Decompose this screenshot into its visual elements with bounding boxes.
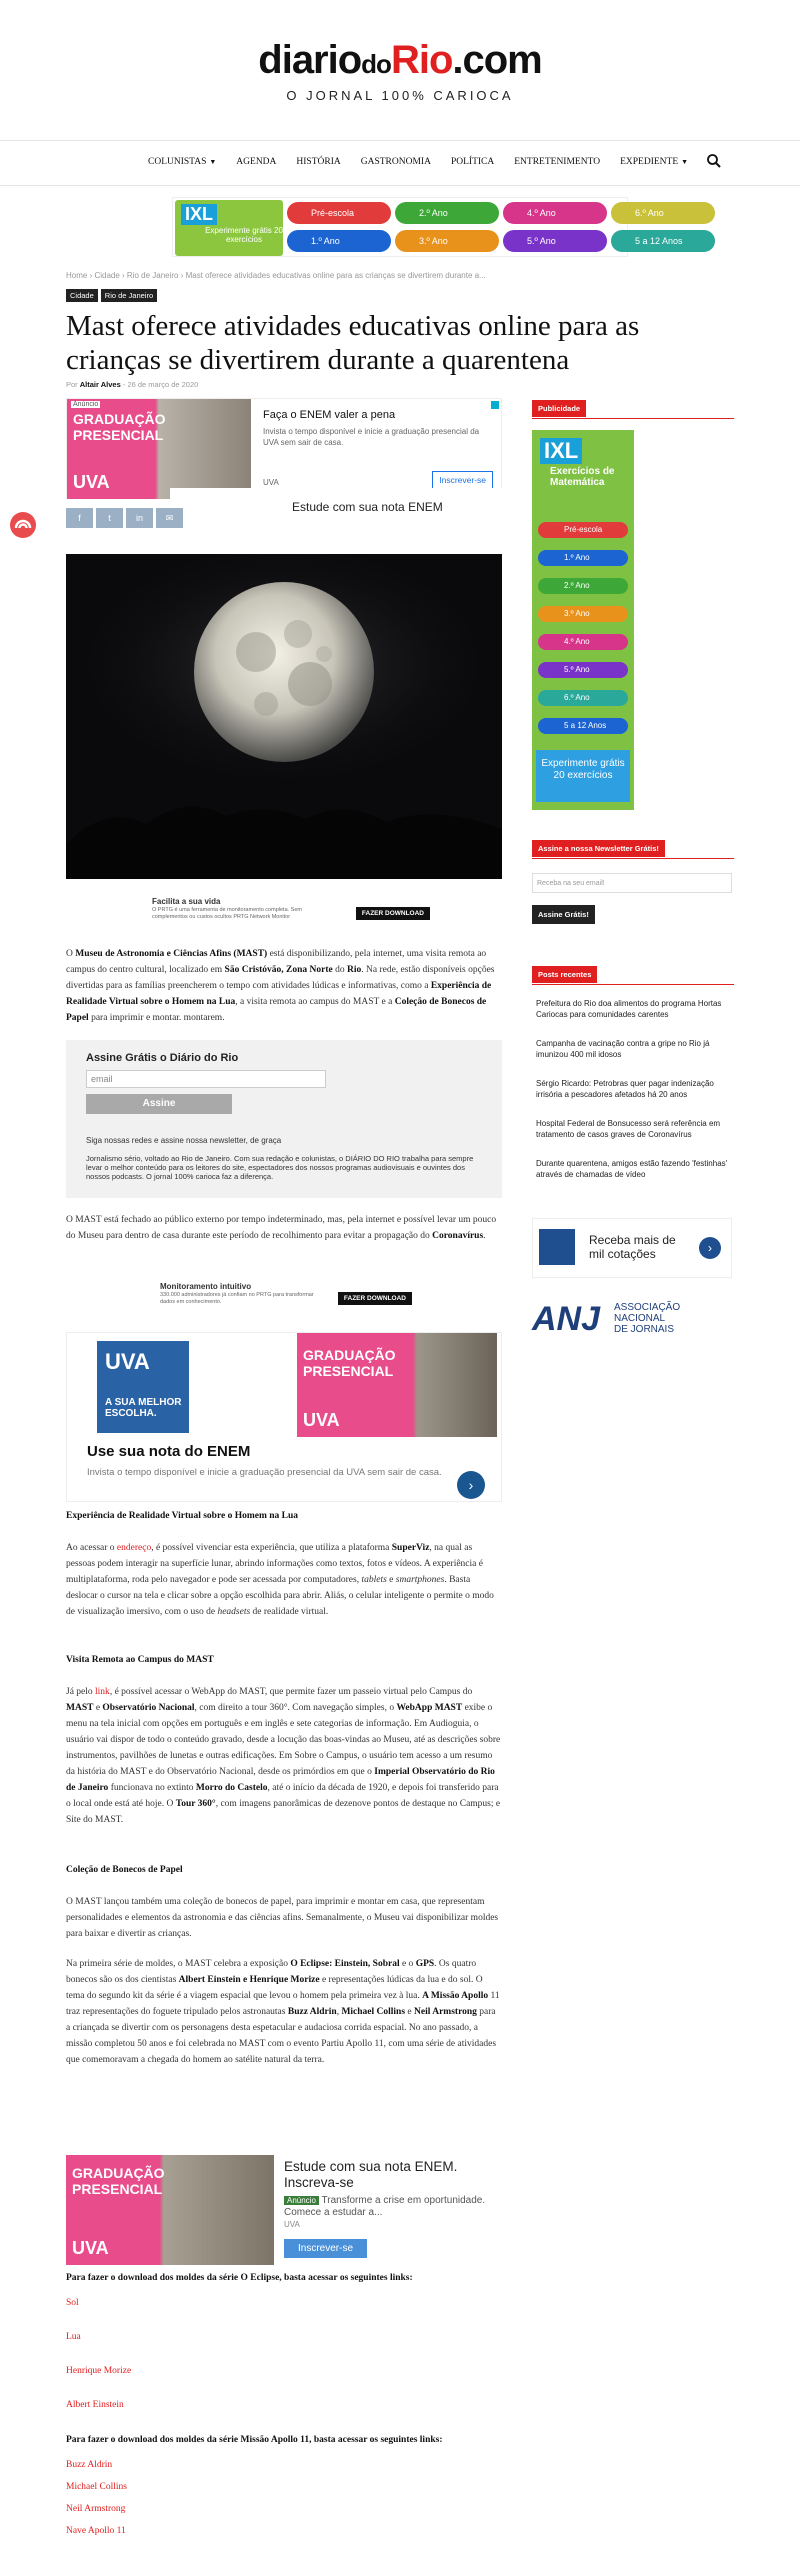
category-tags (66, 289, 157, 302)
ad-pill[interactable]: 1.º Ano (287, 230, 391, 252)
ixl-logo: IXL (181, 204, 217, 225)
ad-image (67, 399, 251, 499)
recent-post-link[interactable]: Hospital Federal de Bonsucesso será referência em tratamento de casos graves de Coronavírus (536, 1119, 721, 1139)
sidebar-divider (532, 418, 734, 419)
uva-ad[interactable] (66, 398, 502, 498)
section-heading: Para fazer o download dos moldes da série O Eclipse, basta acessar os seguintes links: (66, 2273, 413, 2283)
ad-download-button[interactable]: FAZER DOWNLOAD (338, 1292, 412, 1305)
sidebar-newsletter-label: Assine a nossa Newsletter Grátis! (532, 840, 665, 857)
download-link-aldrin[interactable]: Buzz Aldrin (66, 2460, 113, 2470)
author-link[interactable]: Altair Alves (79, 380, 121, 389)
article-paragraph: Na primeira série de moldes, o MAST celebra a exposição O Eclipse: Einstein, Sobral e o GPS. Os quatro bonecos são os dos cientistas Albert Einstein e Henrique Morize e representações lúdicas da lua e do sol. O tema do segundo kit da série é a viagem espacial que levou o homem pela primeira vez à lua. A Missão Apollo 11 traz representações do foguete tripulado pelos astronautas Buzz Aldrin, Michael Collins e Neil Armstrong para a criançada se divertir com os personagens desta espetacular e audaciosa corrida espacial. No ano passado, a missão completou 50 anos e foi celebrada no MAST com o evento Partiu Apollo 11, com uma série de atividades que comemoravam a chegada do homem ao satélite natural da terra. (66, 1959, 500, 2065)
uva-logo: UVA (303, 1410, 340, 1430)
nav-item-gastronomia[interactable]: GASTRONOMIA (360, 157, 431, 167)
ad-text: Anúncio Transforme a crise em oportunidade. Comece a estudar a... UVA (284, 2195, 486, 2229)
apollo-links (66, 2460, 127, 2548)
ad-label: Anúncio (284, 2196, 319, 2205)
moon-projection-image (66, 554, 502, 879)
article-hero-image (66, 554, 502, 879)
download-link-collins[interactable]: Michael Collins (66, 2482, 127, 2492)
ad-image-text: GRADUAÇÃO PRESENCIAL (72, 2165, 165, 2197)
subscribe-box (66, 1040, 502, 1198)
main-nav (0, 140, 800, 186)
newsletter-subscribe-button[interactable]: Assine Grátis! (532, 905, 595, 924)
section-heading: Visita Remota ao Campus do MAST (66, 1655, 214, 1665)
search-icon[interactable] (706, 153, 722, 169)
category-tag[interactable]: Cidade (66, 289, 98, 302)
chevron-right-icon[interactable]: › (699, 1237, 721, 1259)
ad-image (297, 1333, 497, 1437)
ad-pill[interactable]: 6.º Ano (611, 202, 715, 224)
ad-text: Invista o tempo disponível e inicie a graduação presencial da UVA sem sair de casa. (87, 1467, 442, 1478)
subscribe-email-input[interactable]: email (86, 1070, 326, 1088)
ad-pill[interactable]: 5 a 12 Anos (538, 718, 628, 734)
article-paragraph: Ao acessar o endereço, é possível vivenciar esta experiência, que utiliza a plataforma SuperViz, na qual as pessoas podem interagir na superfície lunar, abrindo informações como textos, fotos e vídeos. A experiência é multiplataforma, roda pelo navegador e pode ser acessada por computadores, tablets e smartphones. Basta deslocar o cursor na tela e clicar sobre a opção escolhida para abrir. Aliás, o celular inteligente o permite o modo de visualização imersivo, com o uso de headsets de realidade virtual. (66, 1543, 494, 1617)
linkedin-share-button[interactable]: in (126, 508, 153, 528)
ad-image-text: GRADUAÇÃO PRESENCIAL (303, 1347, 396, 1379)
uva-slogan: A SUA MELHOR ESCOLHA. (105, 1397, 182, 1419)
email-share-button[interactable]: ✉ (156, 508, 183, 528)
ad-pill[interactable]: 1.º Ano (538, 550, 628, 566)
nav-item-politica[interactable]: POLÍTICA (450, 157, 495, 167)
uva-logo: UVA (73, 472, 110, 492)
section-heading: Coleção de Bonecos de Papel (66, 1865, 183, 1875)
top-banner-ad[interactable] (172, 197, 683, 257)
ixl-ad-subtext: Experimente grátis 20 exercícios (205, 226, 283, 244)
ixl-ad-card (175, 200, 283, 256)
subscribe-title: Assine Grátis o Diário do Rio (86, 1052, 239, 1064)
subscribe-button[interactable]: Assine (86, 1094, 232, 1114)
ad-cta-button[interactable]: Inscrever-se (284, 2239, 367, 2258)
nav-item-expediente[interactable]: EXPEDIENTE ▼ (620, 157, 689, 167)
ad-text: Receba mais de mil cotações (589, 1233, 676, 1261)
download-link-einstein[interactable]: Albert Einstein (66, 2400, 124, 2410)
download-link-armstrong[interactable]: Neil Armstrong (66, 2504, 126, 2514)
article-title: Mast oferece atividades educativas online para as crianças se divertirem durante a quarentena (66, 310, 640, 376)
sidebar-divider (532, 858, 734, 859)
ad-cta-button[interactable]: Inscrever-se (432, 471, 493, 489)
sidebar-posts-label: Posts recentes (532, 966, 597, 983)
ad-headline: Faça o ENEM valer a pena (263, 409, 396, 421)
sticky-ad-text: Estude com sua nota ENEM (292, 500, 443, 514)
ad-text: 330.000 administradores já confiam no PRTG para transformar dados em conhecimento. (160, 1292, 314, 1305)
download-link-apollo11[interactable]: Nave Apollo 11 (66, 2526, 126, 2536)
ad-text: O PRTG é uma ferramenta de monitoramento completa. Sem complementos ou custos ocultos PRTG Network Monitor (152, 907, 302, 920)
ad-image (66, 2155, 274, 2265)
ad-pill[interactable]: 3.º Ano (395, 230, 499, 252)
subscribe-note: Siga nossas redes e assine nossa newsletter, de graça (86, 1136, 282, 1145)
article-byline: Por Altair Alves - 26 de março de 2020 (66, 380, 199, 389)
ad-download-button[interactable]: FAZER DOWNLOAD (356, 907, 430, 920)
recent-post-link[interactable]: Durante quarentena, amigos estão fazendo 'festinhas' através de chamadas de vídeo (536, 1159, 728, 1179)
ad-cta[interactable]: Experimente grátis 20 exercícios (536, 750, 630, 802)
article-paragraph: Já pelo link, é possível acessar o WebApp do MAST, que permite fazer um passeio virtual pelo Campus do MAST e Observatório Nacional, com direito a tour 360°. Com navegação simples, o WebApp MAST exibe o menu na tela inicial com opções em português e em inglês e sete categorias de informação. Em Audioguia, o usuário vai dispor de todo o conteúdo gravado, desde a locução das boas-vindas ao Museu, até as descrições sobre instrumentos, pavilhões de lunetas e outras edificações. Em Sobre o Campus, o usuário tem acesso a um resumo da história do MAST e do Observatório Nacional, desde os primórdios em que o Imperial Observatório do Rio de Janeiro funcionava no extinto Morro do Castelo, até o início da década de 1920, e depois foi transferido para o local onde está até hoje. O Tour 360°, com imagens panorâmicas de dezenove pontos de destaque no Campus; e Site do MAST. (66, 1687, 501, 1825)
site-logo[interactable]: diariodoRio.com (258, 38, 542, 82)
twitter-share-button[interactable]: t (96, 508, 123, 528)
adchoices-icon[interactable] (491, 401, 499, 409)
recent-post-link[interactable]: Prefeitura do Rio doa alimentos do programa Hortas Cariocas para comunidades carentes (536, 999, 722, 1019)
ad-sponsor: UVA (284, 2220, 300, 2229)
prtg-ad[interactable] (140, 895, 430, 925)
article-paragraph: O MAST lançou também uma coleção de bonecos de papel, para imprimir e montar em casa, que representam personalidades e elementos da astronomia e das ciências afins. Semanalmente, o Museu vai disponibilizar moldes para baixar e divertir as crianças. (66, 1897, 499, 1939)
endereco-link[interactable]: endereço (116, 1543, 152, 1553)
share-buttons (66, 508, 183, 528)
uva-logo: UVA (72, 2238, 109, 2258)
ad-title: Monitoramento intuitivo (160, 1282, 252, 1291)
ad-pill[interactable]: 3.º Ano (538, 606, 628, 622)
sidebar-publicidade-label: Publicidade (532, 400, 586, 417)
ad-pill[interactable]: 4.º Ano (503, 202, 607, 224)
site-tagline: O JORNAL 100% CARIOCA (286, 88, 514, 103)
chevron-down-icon: ▼ (681, 158, 689, 166)
download-link-morize[interactable]: Henrique Morize (66, 2366, 132, 2376)
nav-item-entretenimento[interactable]: ENTRETENIMENTO (514, 157, 601, 167)
ixl-ad-subtext: Exercícios de Matemática (550, 466, 615, 488)
download-link-sol[interactable]: Sol (66, 2298, 79, 2308)
anj-logo-mark: ANJ (532, 1300, 601, 1338)
recent-post-link[interactable]: Campanha de vacinação contra a gripe no Rio já imunizou 400 mil idosos (536, 1039, 710, 1059)
section-heading: Para fazer o download dos moldes da série Missão Apollo 11, basta acessar os seguintes links: (66, 2435, 443, 2445)
nav-item-colunistas[interactable]: COLUNISTAS ▼ (148, 157, 217, 167)
ad-pill[interactable]: Pré-escola (287, 202, 391, 224)
download-link-lua[interactable]: Lua (66, 2332, 81, 2342)
ad-headline: Estude com sua nota ENEM. Inscreva-se (284, 2159, 458, 2190)
ad-pill[interactable]: 5.º Ano (538, 662, 628, 678)
category-tag[interactable]: Rio de Janeiro (101, 289, 157, 302)
nav-item-agenda[interactable]: AGENDA (236, 157, 277, 167)
sidebar-quote-ad[interactable] (532, 1218, 732, 1278)
article-paragraph: O Museu de Astronomia e Ciências Afins (MAST) está disponibilizando, pela internet, uma visita remota ao campus do centro cultural, localizado em São Cristóvão, Zona Norte do Rio. Na rede, estão disponíveis opções divertidas para as famílias preencherem o tempo com atividades lúdicas e informativas, como a Experiência de Realidade Virtual sobre o Homem na Lua, a visita remota ao campus do MAST e a Coleção de Bonecos de Papel para imprimir e montar. montarem. (66, 949, 495, 1023)
ixl-logo: IXL (540, 438, 582, 464)
anj-logo[interactable] (532, 1300, 732, 1340)
subscribe-description: Jornalismo sério, voltado ao Rio de Janeiro. Com sua redação e colunistas, o DIÁRIO DO RIO trabalha para sempre levar o melhor conteúdo para os leitores do site, espectadores dos nossos programas audiovisuais e ouvintes dos nossos podcasts. O jornal 100% carioca faz a diferença. (86, 1154, 474, 1181)
ad-image-text: GRADUAÇÃO PRESENCIAL (73, 411, 166, 443)
uva-inscreva-ad[interactable] (66, 2155, 502, 2265)
floating-action-icon[interactable] (10, 512, 36, 538)
article-paragraph: O MAST está fechado ao público externo por tempo indeterminado, mas, pela internet e possível levar um pouco do Museu para dentro de casa durante este período de recolhimento para evitar a propagação do Coronavírus. (66, 1215, 497, 1241)
ad-pill[interactable]: 2.º Ano (395, 202, 499, 224)
chevron-right-icon[interactable]: › (457, 1471, 485, 1499)
ad-pill[interactable]: 5 a 12 Anos (611, 230, 715, 252)
ad-text: Invista o tempo disponível e inicie a graduação presencial da UVA sem sair de casa. (263, 427, 480, 447)
ad-pill[interactable]: 4.º Ano (538, 634, 628, 650)
newsletter-email-input[interactable]: Receba na seu email! (532, 873, 732, 893)
ad-label: Anúncio (73, 401, 99, 408)
ad-logo (539, 1229, 575, 1265)
section-heading: Experiência de Realidade Virtual sobre o Homem na Lua (66, 1511, 299, 1521)
ad-sponsor: UVA (263, 478, 279, 487)
uva-logo: UVA (105, 1349, 150, 1374)
prtg-monitor-ad[interactable] (140, 1280, 430, 1314)
sidebar-ixl-ad[interactable] (532, 430, 634, 810)
uva-enem-ad[interactable] (66, 1332, 502, 1502)
ad-pill[interactable]: 6.º Ano (538, 690, 628, 706)
breadcrumb[interactable]: Home › Cidade › Rio de Janeiro › Mast oferece atividades educativas online para as crianças se divertirem durante a... (66, 271, 486, 280)
campus-link[interactable]: link (95, 1687, 110, 1697)
sidebar-divider (532, 984, 734, 985)
facebook-share-button[interactable]: f (66, 508, 93, 528)
anj-text: ASSOCIAÇÃO NACIONAL DE JORNAIS (614, 1302, 681, 1335)
chevron-down-icon: ▼ (209, 158, 217, 166)
site-header (0, 38, 800, 103)
recent-post-link[interactable]: Sérgio Ricardo: Petrobras quer pagar indenização irrisória a pescadores afetados há 20 anos (536, 1079, 714, 1099)
nav-item-historia[interactable]: HISTÓRIA (296, 157, 341, 167)
uva-logo-box (97, 1341, 189, 1433)
eclipse-links (66, 2298, 131, 2434)
ad-pill[interactable]: Pré-escola (538, 522, 628, 538)
ad-pill[interactable]: 5.º Ano (503, 230, 607, 252)
ad-headline: Use sua nota do ENEM (87, 1443, 251, 1460)
ad-title: Facilita a sua vida (152, 897, 221, 906)
ad-pill[interactable]: 2.º Ano (538, 578, 628, 594)
